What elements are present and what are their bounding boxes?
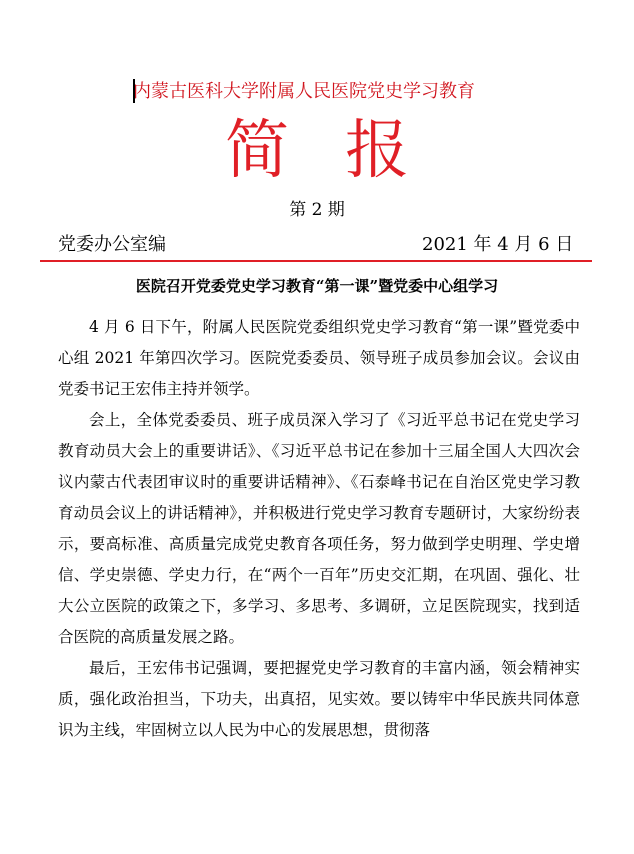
org-title: 内蒙古医科大学附属人民医院党史学习教育 xyxy=(133,81,475,102)
issue-date: 2021 年 4 月 6 日 xyxy=(422,234,574,255)
red-divider xyxy=(40,260,592,262)
masthead-title: 简报 xyxy=(225,114,465,188)
issuer: 党委办公室编 xyxy=(58,234,166,255)
article-paragraph: 会上，全体党委委员、班子成员深入学习了《习近平总书记在党史学习教育动员大会上的重要讲话》、《习近平总书记在参加十三届全国人大四次会议内蒙古代表团审议时的重要讲话精神》、《石泰峰书记在自治区党史学习教育动员会议上的讲话精神》，并积极进行党史学习教育专题研讨，大家纷纷表示，要高标准、高质量完成党史教育各项任务，努力做到学史明理、学史增信、学史崇德、学史力行，在“两个一百年”历史交汇期，在巩固、强化、壮大公立医院的政策之下，多学习、多思考、多调研，立足医院现实，找到适合医院的高质量发展之路。 xyxy=(58,411,580,646)
issue-number: 第 2 期 xyxy=(289,200,345,220)
article-title: 医院召开党委党史学习教育“第一课”暨党委中心组学习 xyxy=(135,277,499,295)
article-paragraph: 4 月 6 日下午，附属人民医院党委组织党史学习教育“第一课”暨党委中心组 2021 年第四次学习。医院党委委员、领导班子成员参加会议。会议由党委书记王宏伟主持并领学。 xyxy=(58,318,580,398)
article-body xyxy=(58,312,580,746)
article-paragraph: 最后，王宏伟书记强调，要把握党史学习教育的丰富内涵，领会精神实质，强化政治担当，下功夫，出真招，见实效。要以铸牢中华民族共同体意识为主线，牢固树立以人民为中心的发展思想，贯彻落 xyxy=(58,659,580,739)
